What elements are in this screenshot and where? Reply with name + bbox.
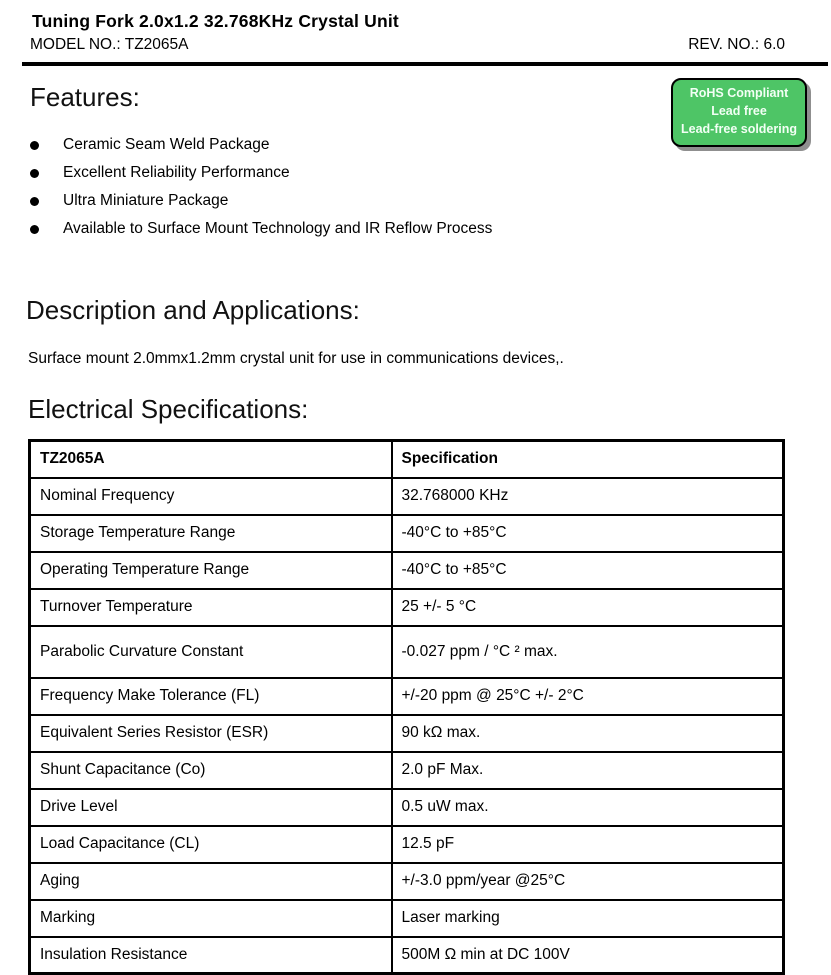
column-header-specification: Specification bbox=[392, 441, 784, 478]
spec-param-cell: Storage Temperature Range bbox=[30, 515, 392, 552]
rohs-badge-line: RoHS Compliant bbox=[689, 86, 789, 100]
spec-value-cell: -40°C to +85°C bbox=[392, 515, 784, 552]
revision-number: REV. NO.: 6.0 bbox=[688, 36, 785, 53]
table-row bbox=[30, 552, 784, 589]
doc-header bbox=[0, 0, 831, 66]
feature-text: Available to Surface Mount Technology and IR Reflow Process bbox=[63, 220, 493, 237]
spec-param-cell: Drive Level bbox=[30, 789, 392, 826]
bullet-icon bbox=[30, 197, 39, 206]
spec-param-cell: Frequency Make Tolerance (FL) bbox=[30, 678, 392, 715]
model-number: MODEL NO.: TZ2065A bbox=[30, 36, 189, 53]
table-row bbox=[30, 863, 784, 900]
subtitle-row bbox=[30, 36, 785, 54]
rohs-badge bbox=[671, 78, 807, 147]
column-header-model: TZ2065A bbox=[30, 441, 392, 478]
bullet-icon bbox=[30, 225, 39, 234]
spec-value-cell: 2.0 pF Max. bbox=[392, 752, 784, 789]
spec-param-cell: Nominal Frequency bbox=[30, 478, 392, 515]
spec-value-cell: 90 kΩ max. bbox=[392, 715, 784, 752]
table-row bbox=[30, 900, 784, 937]
rohs-badge-line: Lead-free soldering bbox=[681, 121, 797, 136]
spec-value-cell: 25 +/- 5 °C bbox=[392, 589, 784, 626]
feature-text: Excellent Reliability Performance bbox=[63, 164, 290, 181]
spec-param-cell: Insulation Resistance bbox=[30, 937, 392, 974]
table-row bbox=[30, 752, 784, 789]
table-header-row bbox=[30, 441, 784, 478]
features-heading: Features: bbox=[30, 82, 140, 112]
spec-value-cell: Laser marking bbox=[392, 900, 784, 937]
table-row bbox=[30, 937, 784, 974]
electrical-specs-section bbox=[0, 394, 831, 975]
spec-param-cell: Operating Temperature Range bbox=[30, 552, 392, 589]
spec-table bbox=[28, 439, 785, 975]
spec-value-cell: -0.027 ppm / °C ² max. bbox=[392, 626, 784, 678]
spec-param-cell: Parabolic Curvature Constant bbox=[30, 626, 392, 678]
table-row bbox=[30, 478, 784, 515]
table-row bbox=[30, 626, 784, 678]
table-row bbox=[30, 826, 784, 863]
spec-param-cell: Turnover Temperature bbox=[30, 589, 392, 626]
header-divider bbox=[22, 62, 828, 66]
spec-param-cell: Shunt Capacitance (Co) bbox=[30, 752, 392, 789]
spec-param-cell: Equivalent Series Resistor (ESR) bbox=[30, 715, 392, 752]
table-row bbox=[30, 678, 784, 715]
features-section bbox=[0, 82, 831, 243]
list-item bbox=[30, 159, 831, 187]
feature-text: Ultra Miniature Package bbox=[63, 192, 229, 209]
table-row bbox=[30, 515, 784, 552]
bullet-icon bbox=[30, 169, 39, 178]
spec-value-cell: 32.768000 KHz bbox=[392, 478, 784, 515]
page-title: Tuning Fork 2.0x1.2 32.768KHz Crystal Unit bbox=[32, 11, 399, 31]
spec-value-cell: 12.5 pF bbox=[392, 826, 784, 863]
bullet-icon bbox=[30, 141, 39, 150]
table-row bbox=[30, 789, 784, 826]
spec-param-cell: Aging bbox=[30, 863, 392, 900]
feature-list bbox=[30, 131, 831, 243]
description-body: Surface mount 2.0mmx1.2mm crystal unit for use in communications devices,. bbox=[28, 350, 564, 367]
list-item bbox=[30, 187, 831, 215]
spec-value-cell: -40°C to +85°C bbox=[392, 552, 784, 589]
spec-param-cell: Marking bbox=[30, 900, 392, 937]
electrical-specs-heading: Electrical Specifications: bbox=[28, 394, 309, 424]
spec-value-cell: 0.5 uW max. bbox=[392, 789, 784, 826]
spec-value-cell: +/-20 ppm @ 25°C +/- 2°C bbox=[392, 678, 784, 715]
rohs-badge-line: Lead free bbox=[711, 103, 767, 118]
spec-param-cell: Load Capacitance (CL) bbox=[30, 826, 392, 863]
list-item bbox=[30, 215, 831, 243]
spec-value-cell: 500M Ω min at DC 100V bbox=[392, 937, 784, 974]
table-row bbox=[30, 589, 784, 626]
description-heading: Description and Applications: bbox=[26, 295, 360, 325]
description-section bbox=[0, 295, 831, 368]
spec-value-cell: +/-3.0 ppm/year @25°C bbox=[392, 863, 784, 900]
feature-text: Ceramic Seam Weld Package bbox=[63, 136, 270, 153]
table-row bbox=[30, 715, 784, 752]
